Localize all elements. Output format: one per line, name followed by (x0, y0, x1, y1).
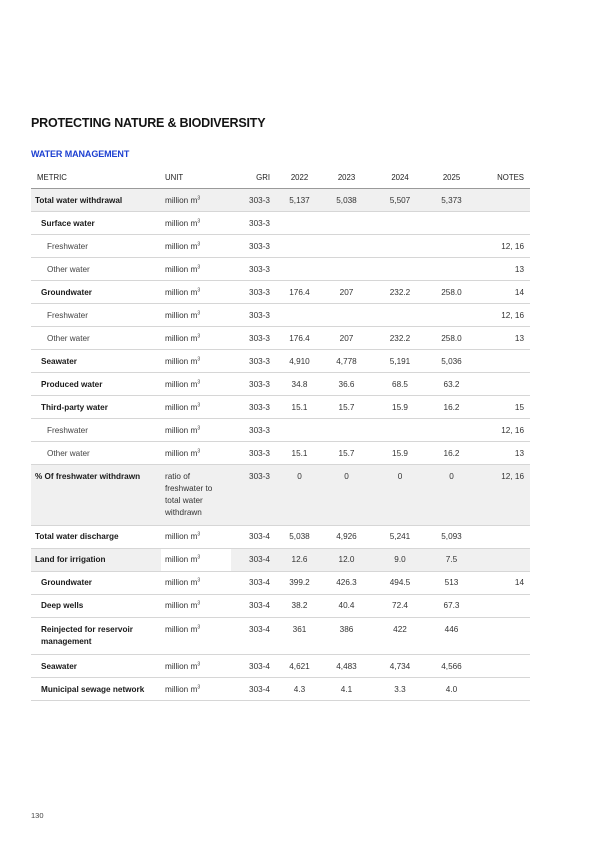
cell-y2023: 15.7 (323, 396, 370, 419)
cell-notes (473, 189, 530, 212)
table-row (31, 548, 530, 571)
cell-unit (161, 655, 231, 678)
cell-y2024: 494.5 (370, 571, 430, 594)
cell-gri: 303-4 (231, 678, 276, 701)
cell-y2025 (430, 212, 473, 235)
cell-notes: 13 (473, 442, 530, 465)
cell-y2022: 176.4 (276, 281, 323, 304)
unit-text: million m (165, 661, 198, 671)
cell-y2024: 422 (370, 617, 430, 655)
unit-text: million m (165, 532, 198, 542)
column-header-2022: 2022 (276, 166, 323, 189)
cell-y2025: 4.0 (430, 678, 473, 701)
cell-metric: Freshwater (31, 419, 161, 442)
cell-metric: Third-party water (31, 396, 161, 419)
cell-y2022: 399.2 (276, 571, 323, 594)
unit-text: million m (165, 218, 198, 228)
cell-y2025: 5,093 (430, 525, 473, 548)
cell-y2022 (276, 235, 323, 258)
cell-y2022: 0 (276, 465, 323, 526)
cell-gri: 303-4 (231, 617, 276, 655)
cell-y2025: 5,373 (430, 189, 473, 212)
cell-unit (161, 442, 231, 465)
cell-notes (473, 678, 530, 701)
cell-y2024: 5,241 (370, 525, 430, 548)
cell-metric: Deep wells (31, 594, 161, 617)
cell-gri: 303-3 (231, 281, 276, 304)
unit-superscript: 3 (197, 577, 201, 584)
unit-text: million m (165, 264, 198, 274)
unit-superscript: 3 (197, 309, 201, 316)
unit-text: million m (165, 310, 198, 320)
unit-superscript: 3 (197, 286, 201, 293)
unit-superscript: 3 (197, 194, 201, 201)
cell-y2022: 15.1 (276, 442, 323, 465)
table-row (31, 373, 530, 396)
cell-unit (161, 235, 231, 258)
cell-unit (161, 373, 231, 396)
unit-superscript: 3 (197, 683, 201, 690)
cell-notes (473, 525, 530, 548)
table-row (31, 258, 530, 281)
table-row (31, 594, 530, 617)
cell-gri: 303-3 (231, 396, 276, 419)
cell-unit (161, 350, 231, 373)
cell-y2025: 258.0 (430, 327, 473, 350)
unit-superscript: 3 (197, 531, 201, 538)
cell-y2024: 0 (370, 465, 430, 526)
cell-y2024: 232.2 (370, 327, 430, 350)
cell-notes (473, 594, 530, 617)
cell-y2022: 4.3 (276, 678, 323, 701)
cell-metric: Produced water (31, 373, 161, 396)
cell-gri: 303-3 (231, 189, 276, 212)
table-row (31, 235, 530, 258)
cell-unit (161, 465, 231, 526)
cell-unit (161, 281, 231, 304)
column-header-2024: 2024 (370, 166, 430, 189)
cell-y2022 (276, 419, 323, 442)
cell-y2023: 0 (323, 465, 370, 526)
table-row (31, 327, 530, 350)
cell-metric: Land for irrigation (31, 548, 161, 571)
cell-gri: 303-3 (231, 373, 276, 396)
cell-y2024: 15.9 (370, 442, 430, 465)
cell-y2025 (430, 235, 473, 258)
unit-text: million m (165, 684, 198, 694)
column-header-notes: NOTES (473, 166, 530, 189)
cell-unit (161, 419, 231, 442)
cell-gri: 303-3 (231, 465, 276, 526)
unit-superscript: 3 (197, 378, 201, 385)
cell-metric: Municipal sewage network (31, 678, 161, 701)
cell-y2022: 4,910 (276, 350, 323, 373)
column-header-2025: 2025 (430, 166, 473, 189)
unit-superscript: 3 (197, 355, 201, 362)
unit-text: million m (165, 402, 198, 412)
cell-y2025: 258.0 (430, 281, 473, 304)
cell-notes: 13 (473, 327, 530, 350)
cell-y2022: 38.2 (276, 594, 323, 617)
cell-gri: 303-4 (231, 571, 276, 594)
cell-y2023: 207 (323, 281, 370, 304)
unit-superscript: 3 (197, 217, 201, 224)
cell-notes (473, 617, 530, 655)
cell-gri: 303-3 (231, 235, 276, 258)
unit-text: million m (165, 241, 198, 251)
unit-text: million m (165, 555, 198, 565)
table-row (31, 304, 530, 327)
cell-unit (161, 258, 231, 281)
cell-y2022: 34.8 (276, 373, 323, 396)
unit-text: million m (165, 287, 198, 297)
cell-y2022: 15.1 (276, 396, 323, 419)
cell-gri: 303-4 (231, 655, 276, 678)
unit-text: million m (165, 578, 198, 588)
cell-unit (161, 594, 231, 617)
cell-metric: Other water (31, 258, 161, 281)
cell-metric: Groundwater (31, 571, 161, 594)
table-row (31, 525, 530, 548)
cell-gri: 303-4 (231, 525, 276, 548)
cell-metric: Seawater (31, 655, 161, 678)
cell-unit (161, 548, 231, 571)
cell-y2024: 3.3 (370, 678, 430, 701)
unit-text: million m (165, 425, 198, 435)
cell-y2025: 16.2 (430, 396, 473, 419)
cell-y2024: 72.4 (370, 594, 430, 617)
cell-metric: Freshwater (31, 304, 161, 327)
cell-notes (473, 548, 530, 571)
cell-y2022: 12.6 (276, 548, 323, 571)
cell-y2024 (370, 212, 430, 235)
cell-y2023: 207 (323, 327, 370, 350)
cell-y2025: 63.2 (430, 373, 473, 396)
cell-y2023: 40.4 (323, 594, 370, 617)
column-header-2023: 2023 (323, 166, 370, 189)
table-row (31, 212, 530, 235)
unit-text: ratio of freshwater to total water withdrawn (165, 472, 213, 517)
cell-y2025: 67.3 (430, 594, 473, 617)
cell-unit (161, 189, 231, 212)
cell-gri: 303-3 (231, 442, 276, 465)
unit-superscript: 3 (197, 332, 201, 339)
cell-notes: 12, 16 (473, 235, 530, 258)
page-title: PROTECTING NATURE & BIODIVERSITY (31, 116, 266, 130)
cell-y2023 (323, 258, 370, 281)
cell-y2023: 5,038 (323, 189, 370, 212)
cell-metric: Reinjected for reservoir management (31, 617, 161, 655)
unit-superscript: 3 (197, 600, 201, 607)
cell-notes (473, 350, 530, 373)
cell-y2022: 4,621 (276, 655, 323, 678)
unit-superscript: 3 (197, 263, 201, 270)
cell-y2024 (370, 258, 430, 281)
unit-text: million m (165, 624, 198, 634)
cell-y2023: 4.1 (323, 678, 370, 701)
table-row (31, 396, 530, 419)
cell-unit (161, 571, 231, 594)
cell-y2023: 4,778 (323, 350, 370, 373)
table-row (31, 617, 530, 655)
cell-y2022: 176.4 (276, 327, 323, 350)
unit-superscript: 3 (197, 554, 201, 561)
cell-metric: Total water discharge (31, 525, 161, 548)
cell-y2023: 426.3 (323, 571, 370, 594)
cell-y2024 (370, 235, 430, 258)
unit-superscript: 3 (197, 660, 201, 667)
cell-metric: Seawater (31, 350, 161, 373)
table-row (31, 419, 530, 442)
cell-y2025 (430, 258, 473, 281)
water-management-table (31, 166, 530, 701)
cell-y2023: 12.0 (323, 548, 370, 571)
cell-y2024: 9.0 (370, 548, 430, 571)
cell-y2025: 446 (430, 617, 473, 655)
cell-metric: Other water (31, 327, 161, 350)
cell-metric: % Of freshwater withdrawn (31, 465, 161, 526)
unit-superscript: 3 (197, 447, 201, 454)
cell-y2023 (323, 304, 370, 327)
cell-y2024 (370, 419, 430, 442)
table-header-row (31, 166, 530, 189)
cell-gri: 303-4 (231, 594, 276, 617)
cell-y2024: 15.9 (370, 396, 430, 419)
cell-metric: Surface water (31, 212, 161, 235)
cell-notes: 14 (473, 571, 530, 594)
unit-text: million m (165, 448, 198, 458)
cell-gri: 303-3 (231, 419, 276, 442)
cell-y2025: 4,566 (430, 655, 473, 678)
table-row (31, 442, 530, 465)
cell-gri: 303-4 (231, 548, 276, 571)
cell-y2023: 4,483 (323, 655, 370, 678)
cell-notes: 12, 16 (473, 465, 530, 526)
unit-text: million m (165, 195, 198, 205)
cell-y2025: 0 (430, 465, 473, 526)
unit-superscript: 3 (197, 401, 201, 408)
column-header-metric: METRIC (31, 166, 161, 189)
cell-notes (473, 212, 530, 235)
cell-y2025: 16.2 (430, 442, 473, 465)
cell-y2024: 232.2 (370, 281, 430, 304)
cell-unit (161, 617, 231, 655)
cell-metric: Total water withdrawal (31, 189, 161, 212)
cell-y2024: 4,734 (370, 655, 430, 678)
cell-y2022: 361 (276, 617, 323, 655)
cell-y2022: 5,137 (276, 189, 323, 212)
table-row (31, 350, 530, 373)
table-row (31, 281, 530, 304)
column-header-unit: UNIT (161, 166, 231, 189)
cell-y2023 (323, 212, 370, 235)
unit-superscript: 3 (197, 240, 201, 247)
cell-notes: 14 (473, 281, 530, 304)
cell-y2022 (276, 304, 323, 327)
cell-metric: Freshwater (31, 235, 161, 258)
cell-notes (473, 373, 530, 396)
cell-y2025: 513 (430, 571, 473, 594)
cell-gri: 303-3 (231, 258, 276, 281)
column-header-gri: GRI (231, 166, 276, 189)
unit-text: million m (165, 379, 198, 389)
cell-unit (161, 327, 231, 350)
cell-y2024 (370, 304, 430, 327)
cell-gri: 303-3 (231, 212, 276, 235)
cell-unit (161, 212, 231, 235)
cell-y2023: 4,926 (323, 525, 370, 548)
cell-unit (161, 396, 231, 419)
cell-metric: Other water (31, 442, 161, 465)
table-row (31, 655, 530, 678)
cell-y2024: 5,507 (370, 189, 430, 212)
unit-text: million m (165, 333, 198, 343)
cell-y2024: 5,191 (370, 350, 430, 373)
page-number: 130 (31, 811, 44, 820)
cell-y2022 (276, 212, 323, 235)
cell-notes (473, 655, 530, 678)
unit-superscript: 3 (197, 424, 201, 431)
unit-text: million m (165, 356, 198, 366)
unit-text: million m (165, 601, 198, 611)
cell-y2023: 15.7 (323, 442, 370, 465)
cell-y2025 (430, 419, 473, 442)
cell-y2023 (323, 419, 370, 442)
cell-unit (161, 525, 231, 548)
cell-y2025: 5,036 (430, 350, 473, 373)
table-row (31, 571, 530, 594)
cell-y2025: 7.5 (430, 548, 473, 571)
cell-y2023: 386 (323, 617, 370, 655)
cell-gri: 303-3 (231, 304, 276, 327)
cell-notes: 12, 16 (473, 419, 530, 442)
cell-y2023 (323, 235, 370, 258)
unit-superscript: 3 (197, 623, 201, 630)
cell-notes: 15 (473, 396, 530, 419)
cell-notes: 12, 16 (473, 304, 530, 327)
cell-y2022 (276, 258, 323, 281)
cell-notes: 13 (473, 258, 530, 281)
section-title: WATER MANAGEMENT (31, 149, 130, 159)
table-row (31, 465, 530, 526)
cell-gri: 303-3 (231, 350, 276, 373)
cell-y2025 (430, 304, 473, 327)
cell-y2024: 68.5 (370, 373, 430, 396)
cell-gri: 303-3 (231, 327, 276, 350)
cell-y2022: 5,038 (276, 525, 323, 548)
cell-metric: Groundwater (31, 281, 161, 304)
cell-unit (161, 678, 231, 701)
cell-unit (161, 304, 231, 327)
table-row (31, 189, 530, 212)
cell-y2023: 36.6 (323, 373, 370, 396)
table-row (31, 678, 530, 701)
